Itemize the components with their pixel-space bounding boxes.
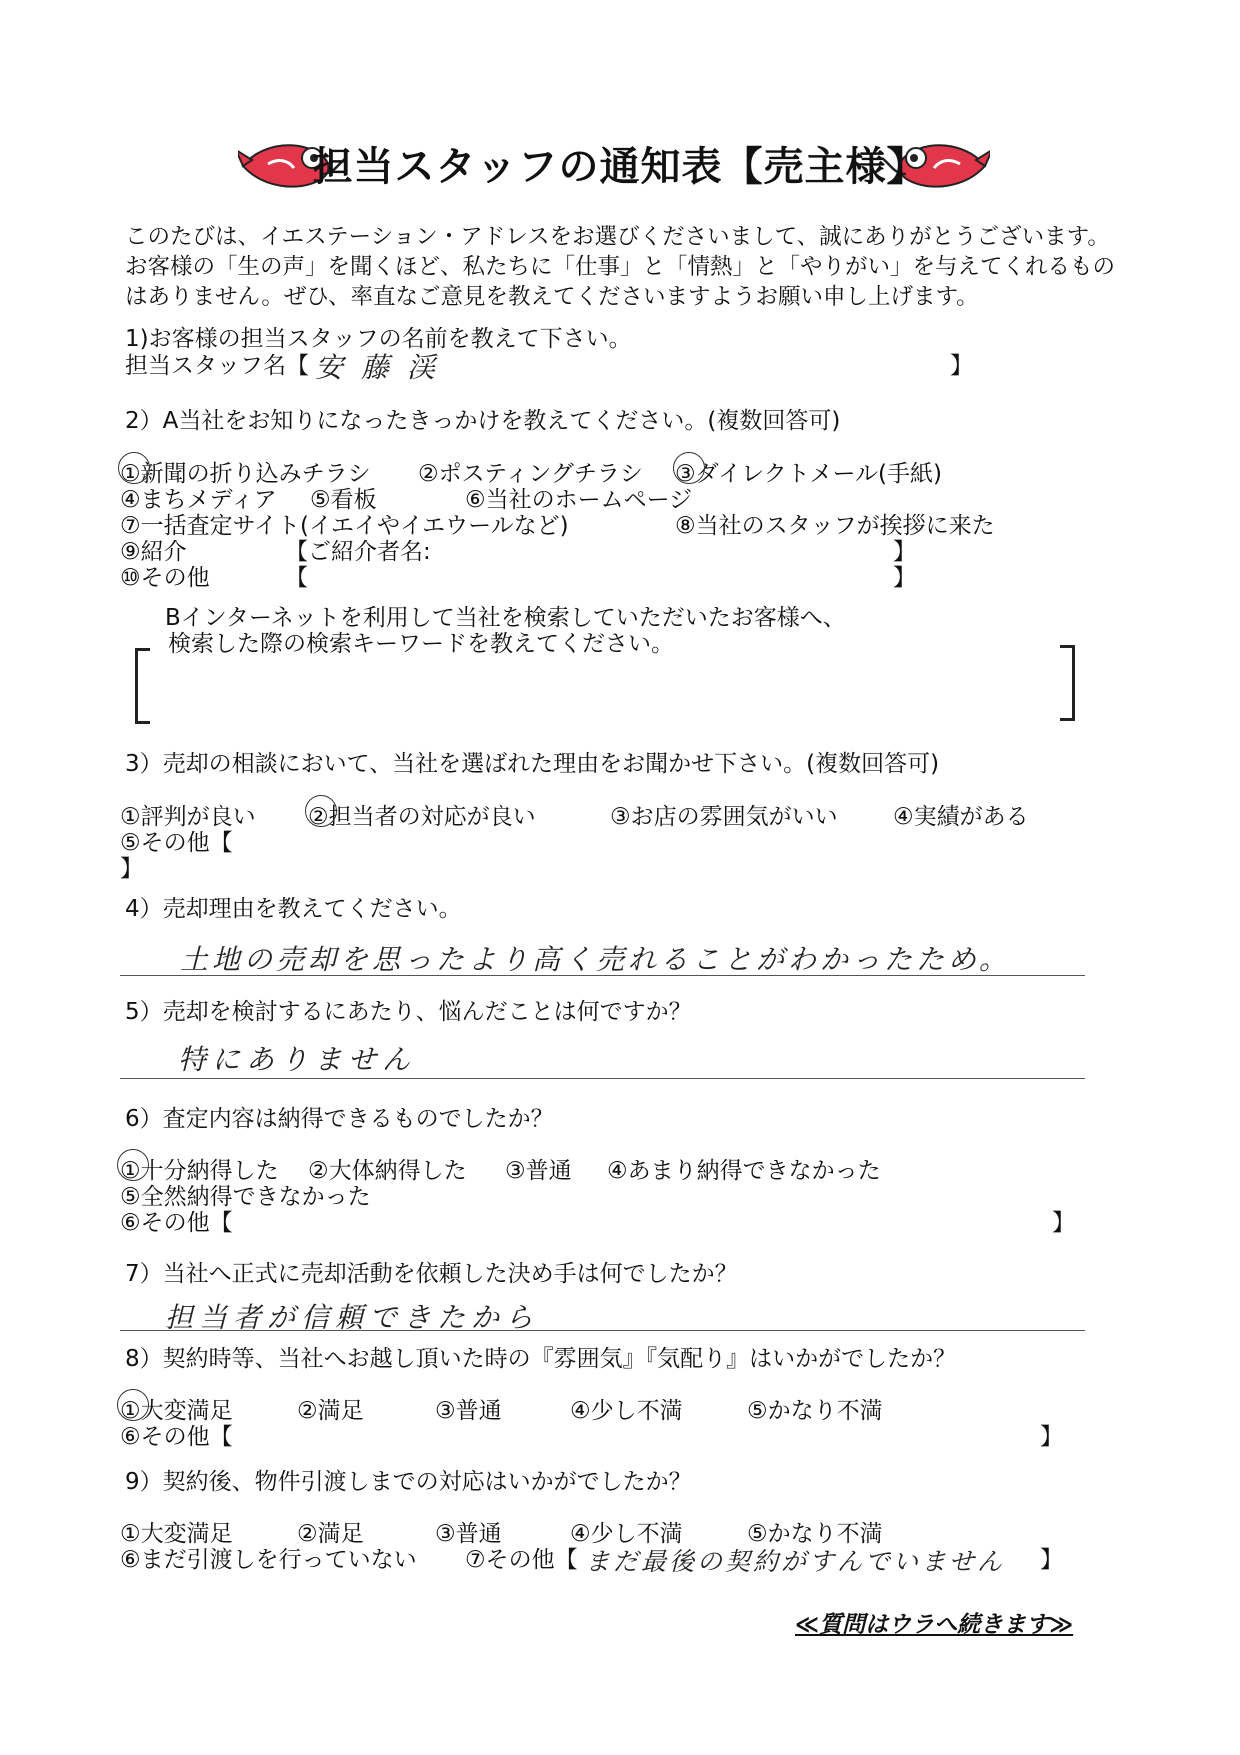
q6-option-1-circle [117,1149,149,1181]
q8-option-3: ③普通 [435,1398,502,1424]
q2-option-7: ⑦一括査定サイト(イエイやイエウールなど) [120,513,569,539]
q2-option-10: ⑩その他 [120,565,210,591]
q2-option-8: ⑧当社のスタッフが挨拶に来た [675,513,995,539]
q1-answer-handwritten: 安藤渓 [315,351,454,384]
q9-option-5: ⑤かなり不満 [747,1521,883,1547]
q9-option-4: ④少し不満 [570,1521,683,1547]
q2-option-2: ②ポスティングチラシ [418,461,643,487]
q5-answer-line [120,1078,1085,1079]
footer-continued-note: ≪質問はウラへ続きます≫ [795,1612,1074,1638]
q9-question: 9）契約後、物件引渡しまでの対応はいかがでしたか？ [125,1469,692,1495]
q3-other-close: 】 [120,856,143,882]
q9-option-2: ②満足 [297,1521,364,1547]
q1-question: 1)お客様の担当スタッフの名前を教えて下さい。 [125,326,632,352]
q3-question: 3）売却の相談において、当社を選ばれた理由をお聞かせ下さい。(複数回答可) [125,751,940,777]
q3-option-1: ①評判が良い [120,804,256,830]
keyword-box-left-bracket [135,648,150,724]
q7-answer-handwritten: 担当者が信頼できたから [165,1301,540,1334]
q2-other-open: 【 [285,565,308,591]
q2-option-6: ⑥当社のホームページ [465,487,693,513]
q1-label: 担当スタッフ名【 [125,353,309,379]
q2-referrer-close: 】 [893,539,916,565]
q9-option-1: ①大変満足 [120,1521,233,1547]
q6-option-2: ②大体納得した [308,1158,467,1184]
q6-option-4: ④あまり納得できなかった [607,1158,881,1184]
q5-question: 5）売却を検討するにあたり、悩んだことは何ですか？ [125,999,692,1025]
q9-option-6: ⑥まだ引渡しを行っていない [120,1547,417,1573]
q2-option-4: ④まちメディア [120,487,277,513]
q3-option-2-circle [305,795,337,827]
q8-question: 8）契約時等、当社へお越し頂いた時の『雰囲気』『気配り』はいかがでしたか？ [125,1346,957,1372]
q2-b-line1: Bインターネットを利用して当社を検索していただいたお客様へ、 [165,605,846,631]
q8-option-2: ②満足 [297,1398,364,1424]
q2-question: 2）A当社をお知りになったきっかけを教えてください。(複数回答可) [125,408,841,434]
q2-referrer-label: 【ご紹介者名: [285,539,431,565]
q8-option-1-circle [117,1389,149,1421]
q3-option-3: ③お店の雰囲気がいい [610,804,838,830]
q8-other-close: 】 [1040,1424,1063,1450]
q8-option-5: ⑤かなり不満 [747,1398,883,1424]
q2-b-line2: 検索した際の検索キーワードを教えてください。 [168,631,674,657]
keyword-box-right-bracket [1060,645,1075,721]
q8-option-6: ⑥その他【 [120,1424,233,1450]
q3-option-4: ④実績がある [893,804,1029,830]
q5-answer-handwritten: 特にありません [178,1043,417,1076]
q7-answer-line [120,1330,1085,1331]
q6-question: 6）査定内容は納得できるものでしたか？ [125,1106,554,1132]
q9-answer-handwritten: まだ最後の契約がすんでいません [585,1547,1006,1576]
q6-option-1: ①十分納得した [120,1158,279,1184]
q2-option-3: ③ダイレクトメール(手紙) [675,461,942,487]
q2-option-9: ⑨紹介 [120,539,187,565]
q4-answer-line [120,975,1085,976]
q9-other-close: 】 [1040,1547,1063,1573]
q3-option-5: ⑤その他【 [120,830,233,856]
page-title: 担当スタッフの通知表【売主様】 [312,144,928,190]
q2-other-close: 】 [893,565,916,591]
q7-question: 7）当社へ正式に売却活動を依頼した決め手は何でしたか？ [125,1261,738,1287]
q6-other-close: 】 [1052,1210,1075,1236]
q6-option-3: ③普通 [505,1158,572,1184]
q3-option-2: ②担当者の対応が良い [308,804,536,830]
q2-option-1-circle [118,452,150,484]
intro-text: このたびは、イエステーション・アドレスをお選びくださいまして、誠にありがとうございます。お客様の「生の声」を聞くほど、私たちに「仕事」と「情熱」と「やりがい」を与えてくれるものはありません。ぜひ、率直なご意見を教えてくださいますようお願い申し上げます。 [125,224,1116,310]
q6-option-6: ⑥その他【 [120,1210,233,1236]
q2-option-3-circle [673,452,705,484]
q2-option-5: ⑤看板 [310,487,377,513]
q2-option-1: ①新聞の折り込みチラシ [120,461,371,487]
q8-option-1: ①大変満足 [120,1398,233,1424]
q9-option-3: ③普通 [435,1521,502,1547]
q4-answer-handwritten: 土地の売却を思ったより高く売れることがわかったため。 [180,943,1011,976]
q4-question: 4）売却理由を教えてください。 [125,896,462,922]
q9-option-7: ⑦その他【 [465,1547,578,1573]
q1-close-bracket: 】 [950,353,973,379]
q8-option-4: ④少し不満 [570,1398,683,1424]
q6-option-5: ⑤全然納得できなかった [120,1184,371,1210]
